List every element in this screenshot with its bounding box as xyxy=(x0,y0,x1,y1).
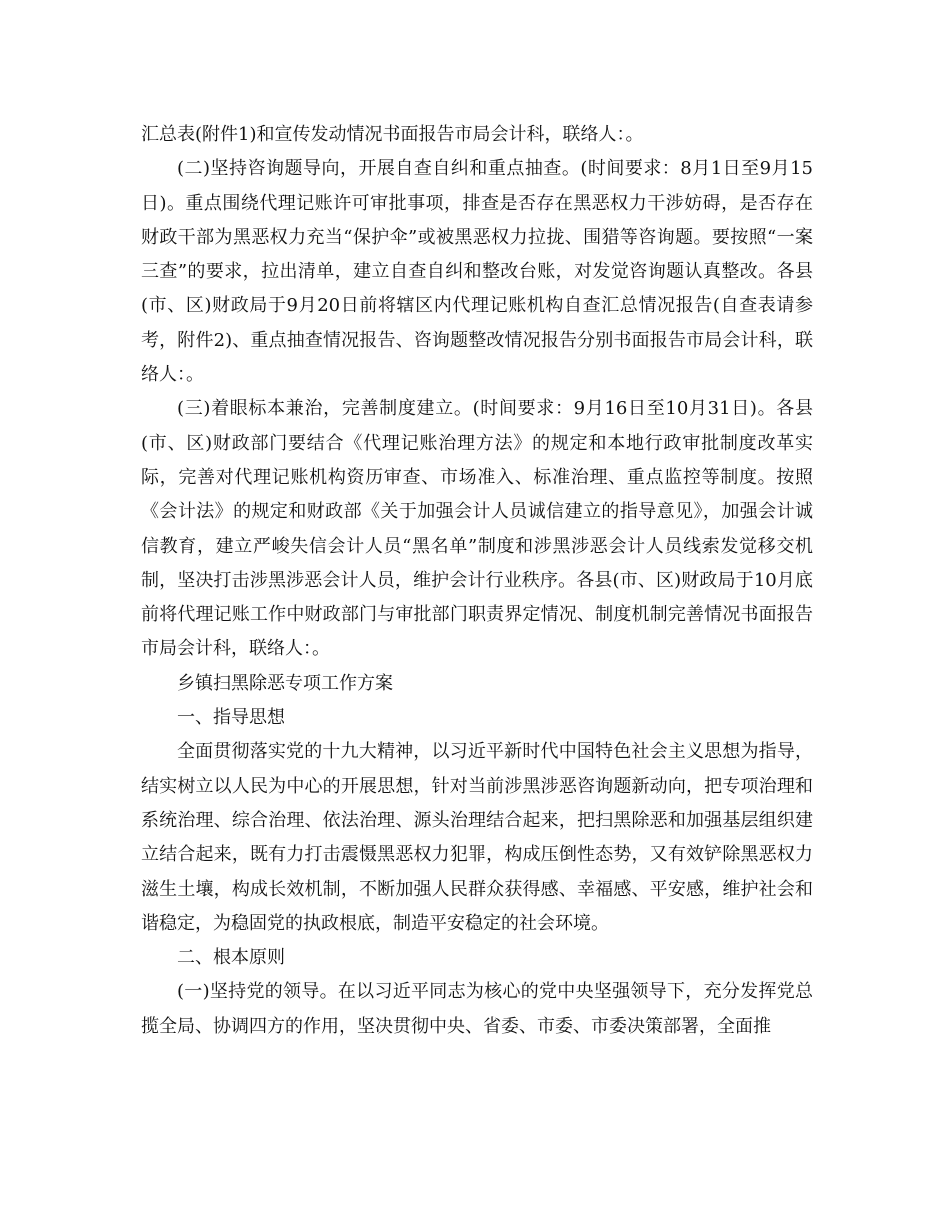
paragraph-guiding-thought: 全面贯彻落实党的十九大精神，以习近平新时代中国特色社会主义思想为指导，结实树立以人民为中心的开展思想，针对当前涉黑涉恶咨询题新动向，把专项治理和系统治理、综合治理、依法治理、源头治理结合起来，把扫黑除恶和加强基层组织建立结合起来，既有力打击震慑黑恶权力犯罪，构成压倒性态势，又有效铲除黑恶权力滋生土壤，构成长效机制，不断加强人民群众获得感、幸福感、平安感，维护社会和谐稳定，为稳固党的执政根底，制造平安稳定的社会环境。 xyxy=(141,741,813,934)
section-heading-plan-title: 乡镇扫黑除恶专项工作方案 xyxy=(177,672,393,694)
paragraph-3: (三)着眼标本兼治，完善制度建立。(时间要求：9月16日至10月31日)。各县(市、区)财政部门要结合《代理记账治理方法》的规定和本地行政审批制度改革实际，完善对代理记账机构资历审查、市场准入、标准治理、重点监控等制度。按照《会计法》的规定和财政部《关于加强会计人员诚信建立的指导意见》，加强会计诚信教育，建立严峻失信会计人员“黑名单”制度和涉黑涉恶会计人员线索发觉移交机制，坚决打击涉黑涉恶会计人员，维护会计行业秩序。各县(市、区)财政局于10月底前将代理记账工作中财政部门与审批部门职责界定情况、制度机制完善情况书面报告市局会计科，联络人：。 xyxy=(141,398,813,660)
paragraph-1: 汇总表(附件1)和宣传发动情况书面报告市局会计科，联络人：。 xyxy=(141,124,644,145)
section-heading-basic-principles: 二、根本原则 xyxy=(177,947,285,969)
paragraph-2: (二)坚持咨询题导向，开展自查自纠和重点抽查。(时间要求：8月1日至9月15日)。重点围绕代理记账许可审批事项，排查是否存在黑恶权力干涉妨碍，是否存在财政干部为黑恶权力充当“保护伞”或被黑恶权力拉拢、围猎等咨询题。要按照“一案三查”的要求，拉出清单，建立自查自纠和整改台账，对发觉咨询题认真整改。各县(市、区)财政局于9月20日前将辖区内代理记账机构自查汇总情况报告(自查表请参考，附件2)、重点抽查情况报告、咨询题整改情况报告分别书面报告市局会计科，联络人：。 xyxy=(141,158,813,386)
document-body xyxy=(141,118,813,1044)
paragraph-party-leadership: (一)坚持党的领导。在以习近平同志为核心的党中央坚强领导下，充分发挥党总揽全局、协调四方的作用，坚决贯彻中央、省委、市委、市委决策部署，全面推 xyxy=(141,981,813,1037)
section-heading-guiding-thought: 一、指导思想 xyxy=(177,707,285,729)
